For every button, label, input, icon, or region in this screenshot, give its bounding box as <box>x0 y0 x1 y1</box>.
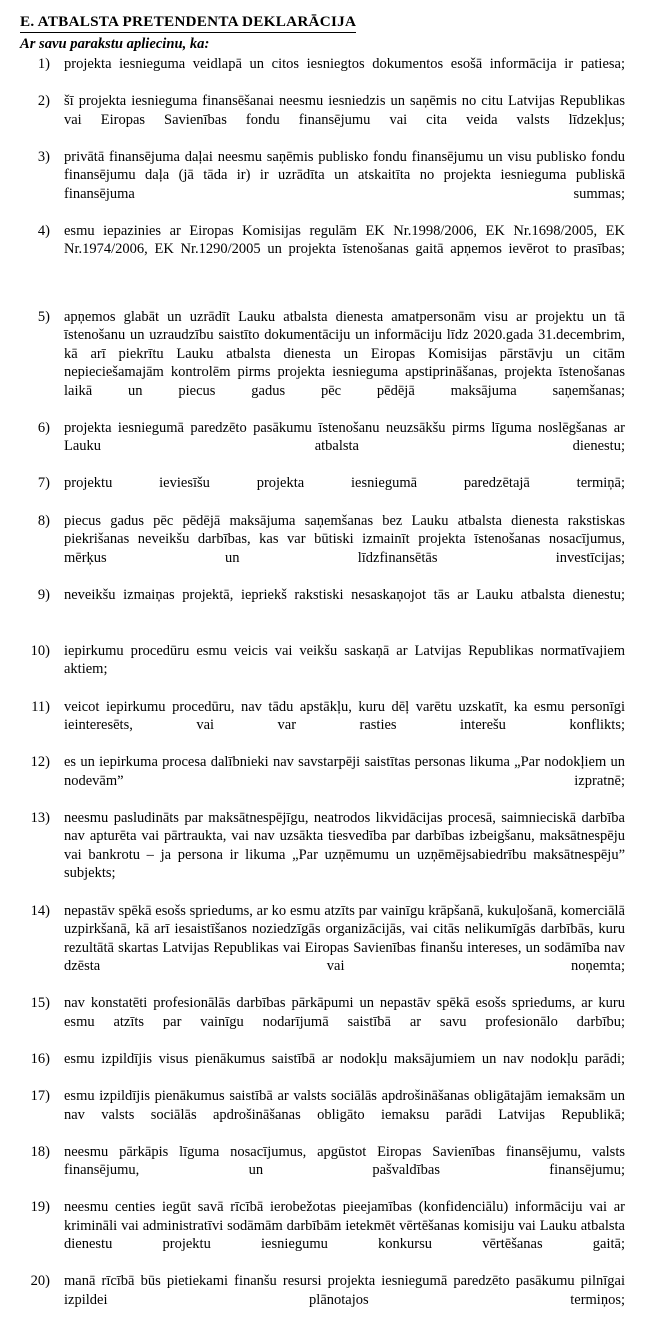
declaration-item-text: nav konstatēti profesionālās darbības pārkāpumi un nepastāv spēkā esošs spriedums, ar kuru esmu atzīts par vainīgu nodarījumā saistībā ar savu profesionālo darbību; <box>64 995 625 1030</box>
declaration-item <box>20 1198 625 1272</box>
declaration-item-text: esmu izpildījis visus pienākumus saistībā ar nodokļu maksājumiem un nav nodokļu parādi; <box>64 1050 625 1067</box>
declaration-item <box>20 698 625 754</box>
declaration-item-number: 13) <box>30 809 50 826</box>
declaration-item-text: privātā finansējuma daļai neesmu saņēmis publisko fondu finansējumu un visu publisko fondu finansējumu daļa (jā tāda ir) ir uzrādīta un atskaitīta no projekta iesnieguma publiskā finansējuma summas; <box>64 148 625 202</box>
declaration-item-number: 12) <box>30 754 50 771</box>
declaration-item <box>20 1050 625 1087</box>
declaration-item <box>20 586 625 623</box>
declaration-item-number: 1) <box>37 56 50 72</box>
declaration-item <box>20 148 625 222</box>
declaration-item <box>20 55 625 92</box>
declaration-item-number: 7) <box>37 475 50 492</box>
declaration-item-text: apņemos glabāt un uzrādīt Lauku atbalsta dienesta amatpersonām visu ar projektu un tā īstenošanu un uzraudzību saistīto dokumentāciju un informāciju līdz 2020.gada 31.decembrim, kā arī piekrītu Lauku atbalsta dienesta un Eiropas Komisijas pārstāvju un citām nepieciešamajām kontrolēm pirms projekta iesnieguma apstiprināšanas, projekta īstenošanas laikā un piecus gadus pēc pēdējā maksājuma saņemšanas; <box>64 308 625 399</box>
declaration-item-number: 16) <box>30 1050 50 1067</box>
declaration-item <box>20 809 625 902</box>
declaration-item <box>20 222 625 278</box>
declaration-item-number: 9) <box>37 586 50 603</box>
declaration-item <box>20 753 625 809</box>
declaration-item <box>20 308 625 419</box>
declaration-item-number: 18) <box>30 1143 50 1160</box>
declaration-item-text: projektu ieviesīšu projekta iesniegumā paredzētajā termiņā; <box>64 475 625 492</box>
declaration-item-number: 15) <box>30 995 50 1012</box>
declaration-item-number: 10) <box>30 642 50 659</box>
declaration-item-text: neesmu pārkāpis līguma nosacījumus, apgūstot Eiropas Savienības finansējumu, valsts finansējumu, un pašvaldības finansējumu; <box>64 1143 625 1179</box>
declaration-item-number: 17) <box>30 1087 50 1104</box>
declaration-item <box>20 902 625 995</box>
declaration-item-text: veicot iepirkumu procedūru, nav tādu apstākļu, kuru dēļ varētu uzskatīt, ka esmu personīgi ieinteresēts, vai var rasties interešu konflikts; <box>64 698 625 734</box>
declaration-item <box>20 1272 625 1328</box>
declaration-item-number: 14) <box>30 902 50 919</box>
declaration-item-text: manā rīcībā būs pietiekami finanšu resursi projekta iesniegumā paredzēto pasākumu pilnīgai izpildei plānotajos termiņos; <box>64 1273 625 1308</box>
declaration-item <box>20 1143 625 1199</box>
declaration-intro: Ar savu parakstu apliecinu, ka: <box>20 36 210 52</box>
declaration-item-number: 3) <box>37 148 50 165</box>
declaration-item-number: 6) <box>37 419 50 436</box>
declaration-item-text: šī projekta iesnieguma finansēšanai neesmu iesniedzis un saņēmis no citu Latvijas Republikas vai Eiropas Savienības fondu finansējumu vai cita veida valsts līdzekļus; <box>64 93 625 128</box>
declaration-item-text: neesmu pasludināts par maksātnespējīgu, neatrodos likvidācijas procesā, saimnieciskā darbība nav apturēta vai pārtraukta, vai nav uzsākta tiesvedība par darbības izbeigšanu, maksātnespēju vai bankrotu – ja persona ir likuma „Par uzņēmumu un uzņēmējsabiedrību maksātnespēju” subjekts; <box>64 809 625 882</box>
declaration-item <box>20 994 625 1050</box>
declaration-item-number: 20) <box>30 1273 50 1290</box>
declaration-item-text: esmu izpildījis pienākumus saistībā ar valsts sociālās apdrošināšanas obligātajām iemaksām un nav valsts sociālās apdrošināšanas obligāto iemaksu parādi Latvijas Republikā; <box>64 1087 625 1123</box>
declaration-item-text: projekta iesniegumā paredzēto pasākumu īstenošanu neuzsākšu pirms līguma noslēgšanas ar Lauku atbalsta dienestu; <box>64 419 625 455</box>
declaration-item-text: esmu iepazinies ar Eiropas Komisijas regulām EK Nr.1998/2006, EK Nr.1698/2005, EK Nr.1974/2006, EK Nr.1290/2005 un projekta īstenošanas gaitā apņemos ievērot to prasības; <box>64 222 625 258</box>
declaration-item-text: nepastāv spēkā esošs spriedums, ar ko esmu atzīts par vainīgu krāpšanā, kukuļošanā, komerciālā uzpirkšanā, kā arī iesaistīšanos noziedzīgās organizācijās, vai citās nelikumīgās darbībās, kuru rezultātā skartas Latvijas Republikas vai Eiropas Savienības finanšu intereses, un sodāmība nav dzēsta vai noņemta; <box>64 902 625 975</box>
declaration-item-text: neesmu centies iegūt savā rīcībā ierobežotas pieejamības (konfidenciālu) informāciju vai ar krimināli vai administratīvi sodāmām darbībām ietekmēt vērtēšanas komisiju vai Lauku atbalsta dienestu projektu iesniegumu konkursu vērtēšanas gaitā; <box>64 1199 625 1253</box>
declaration-item-number: 2) <box>37 93 50 110</box>
declaration-item-text: es un iepirkuma procesa dalībnieki nav savstarpēji saistītas personas likuma „Par nodokļiem un nodevām” izpratnē; <box>64 754 625 789</box>
declaration-item-text: neveikšu izmaiņas projektā, iepriekš rakstiski nesaskaņojot tās ar Lauku atbalsta dienestu; <box>64 586 625 603</box>
declaration-item-number: 4) <box>37 222 50 239</box>
declaration-item-text: projekta iesnieguma veidlapā un citos iesniegtos dokumentos esošā informācija ir patiesa; <box>64 56 625 72</box>
declaration-item <box>20 92 625 148</box>
declaration-item <box>20 642 625 698</box>
declaration-item-text: iepirkumu procedūru esmu veicis vai veikšu saskaņā ar Latvijas Republikas normatīvajiem aktiem; <box>64 642 625 678</box>
declaration-item <box>20 1087 625 1143</box>
declaration-item-text: piecus gadus pēc pēdējā maksājuma saņemšanas bez Lauku atbalsta dienesta rakstiskas piekrišanas neveikšu darbības, kas var būtiski izmainīt projekta īstenošanas nosacījumus, mērķus un līdzfinansētās investīcijas; <box>64 512 625 566</box>
page-title-wrapper <box>20 12 625 33</box>
declaration-item-number: 8) <box>37 512 50 529</box>
declaration-item-number: 19) <box>30 1199 50 1216</box>
declaration-item <box>20 419 625 475</box>
page-title: E. ATBALSTA PRETENDENTA DEKLARĀCIJA <box>20 12 356 33</box>
declaration-list <box>20 55 625 1328</box>
declaration-item-number: 5) <box>37 308 50 325</box>
declaration-item-number: 11) <box>31 698 50 715</box>
declaration-item <box>20 512 625 586</box>
declaration-item <box>20 474 625 511</box>
